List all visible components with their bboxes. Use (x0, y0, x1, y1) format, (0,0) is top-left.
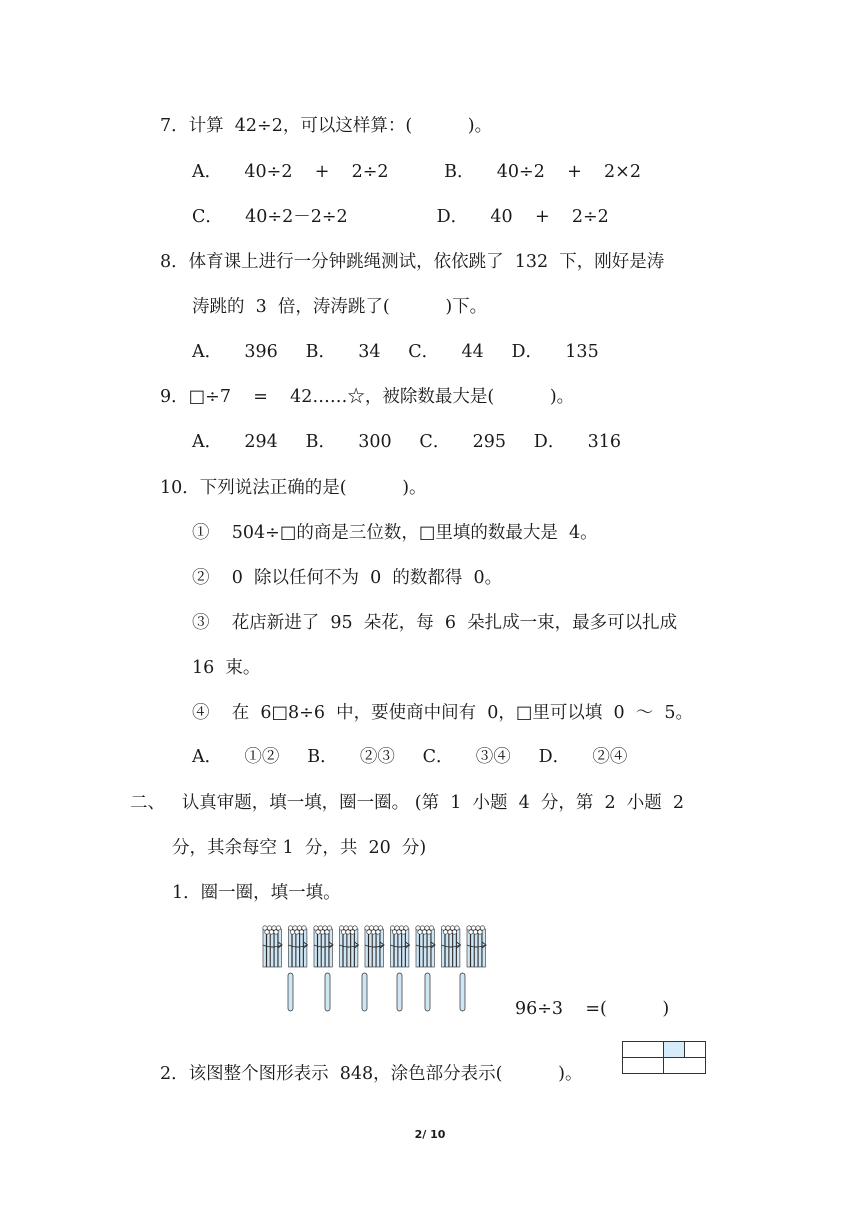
page-number: 2/ 10 (414, 1128, 446, 1141)
ten-stick-bundle (467, 926, 486, 967)
p1-stem: 1．圈一圈，填一填。 (172, 883, 341, 903)
single-stick (325, 973, 330, 1011)
ten-stick-bundle (339, 926, 358, 967)
grid-cell-r1c1 (623, 1042, 664, 1058)
ten-stick-bundle (416, 926, 435, 967)
stick-bundles (263, 926, 486, 1011)
q10-statement-3b: 16 束。 (192, 658, 261, 678)
grid-cell-r2c2 (664, 1058, 706, 1074)
grid-cell-r1c3 (685, 1042, 706, 1058)
q10-statement-4: ④ 在 6□8÷6 中，要使商中间有 0，□里可以填 0 ～ 5。 (192, 703, 694, 723)
stick-bundles-illustration (260, 923, 500, 1013)
fraction-grid-diagram (622, 1041, 706, 1074)
q10-statement-1: ① 504÷□的商是三位数，□里填的数最大是 4。 (192, 523, 598, 543)
section2-heading-line1: 二、 认真审题，填一填，圈一圈。 (第 1 小题 4 分，第 2 小题 2 (130, 793, 684, 813)
q8-stem-line2: 涛跳的 3 倍，涛涛跳了( )下。 (192, 297, 488, 317)
ten-stick-bundle (314, 926, 333, 967)
q10-statement-2: ② 0 除以任何不为 0 的数都得 0。 (192, 568, 503, 588)
section2-heading-line2: 分，其余每空 1 分，共 20 分) (172, 838, 427, 858)
p2-stem: 2．该图整个图形表示 848，涂色部分表示( )。 (160, 1064, 583, 1084)
grid-cell-r2c1 (623, 1058, 664, 1074)
q10-statement-3a: ③ 花店新进了 95 朵花，每 6 朵扎成一束，最多可以扎成 (192, 613, 678, 633)
single-stick (362, 973, 367, 1011)
q10-options: A． ①② B． ②③ C． ③④ D． ②④ (192, 747, 628, 767)
p1-equation: 96÷3 =( ) (515, 999, 670, 1019)
q9-stem: 9．□÷7 = 42……☆，被除数最大是( )。 (160, 387, 575, 407)
q7-stem: 7．计算 42÷2，可以这样算：( )。 (160, 116, 493, 136)
grid-cell-shaded (664, 1042, 685, 1058)
q7-options-row1: A． 40÷2 + 2÷2 B． 40÷2 + 2×2 (192, 162, 641, 182)
q8-stem-line1: 8．体育课上进行一分钟跳绳测试，依依跳了 132 下，刚好是涛 (160, 252, 665, 272)
ten-stick-bundle (263, 926, 282, 967)
single-stick (397, 973, 402, 1011)
single-stick (425, 973, 430, 1011)
q10-stem: 10．下列说法正确的是( )。 (160, 478, 427, 498)
q7-options-row2: C． 40÷2－2÷2 D． 40 + 2÷2 (192, 207, 609, 227)
ten-stick-bundle (390, 926, 409, 967)
q9-options: A． 294 B． 300 C． 295 D． 316 (192, 432, 621, 452)
single-stick (460, 973, 465, 1011)
ten-stick-bundle (365, 926, 384, 967)
ten-stick-bundle (441, 926, 460, 967)
ten-stick-bundle (288, 926, 307, 967)
q8-options: A． 396 B． 34 C． 44 D． 135 (192, 342, 599, 362)
single-stick (288, 973, 293, 1011)
